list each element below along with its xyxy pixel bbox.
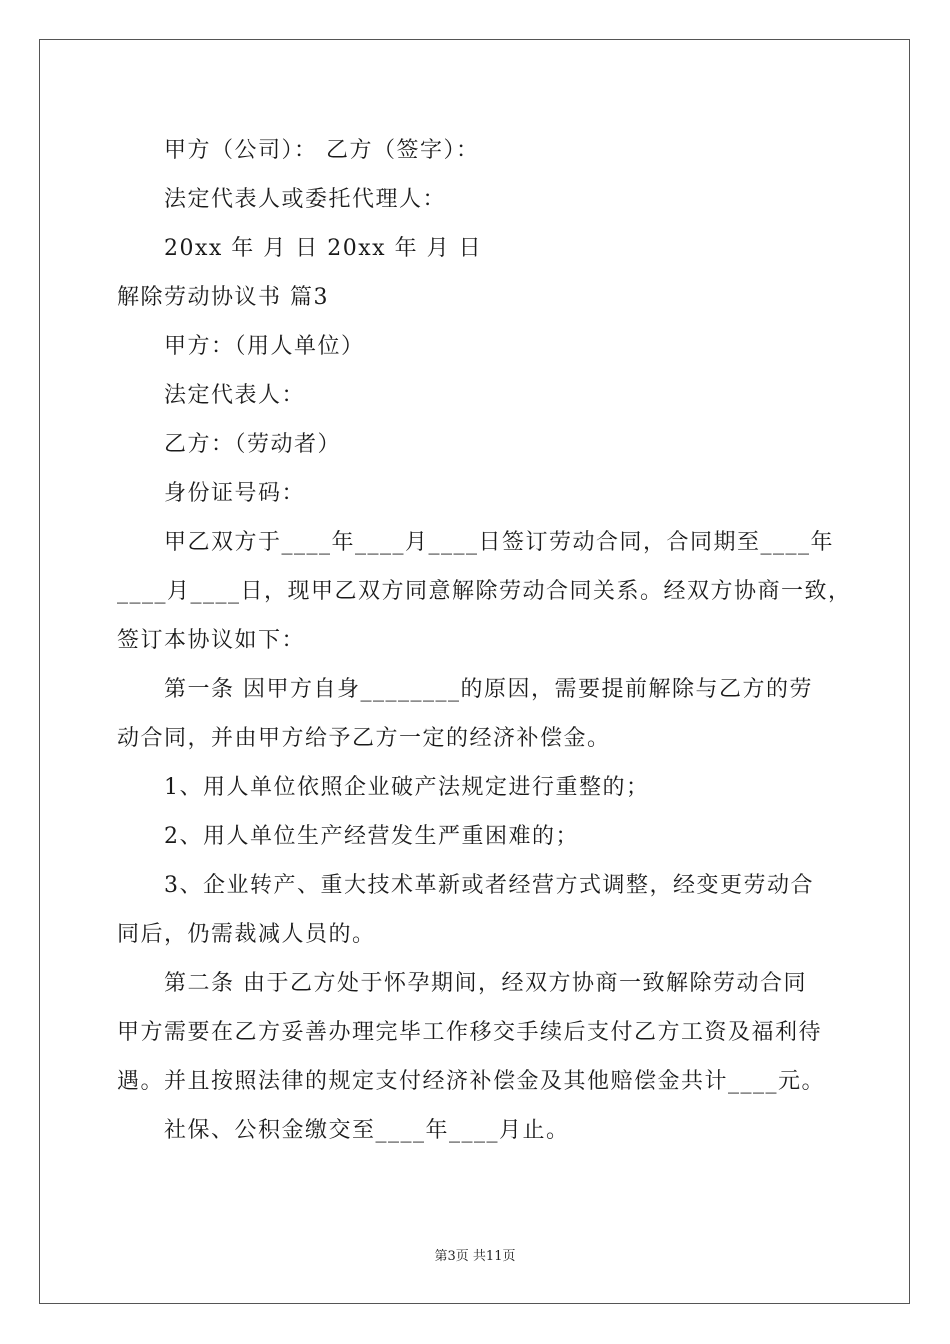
- article-two-line: 遇。并且按照法律的规定支付经济补偿金及其他赔偿金共计____元。: [117, 1069, 826, 1094]
- signature-line-parties: 甲方（公司）： 乙方（签字）：: [164, 138, 480, 163]
- list-item: 2、用人单位生产经营发生严重困难的；: [164, 824, 579, 849]
- legal-representative-line: 法定代表人：: [164, 383, 306, 408]
- party-b-line: 乙方：（劳动者）: [164, 432, 342, 457]
- section-heading: 解除劳动协议书 篇3: [117, 285, 329, 310]
- signature-line-dates: 20xx 年 月 日 20xx 年 月 日: [164, 236, 483, 261]
- paragraph-line: 甲乙双方于____年____月____日签订劳动合同，合同期至____年: [164, 530, 835, 555]
- paragraph-line: 签订本协议如下：: [117, 628, 306, 653]
- document-body: [117, 126, 852, 1155]
- page-number: 第3页 共11页: [434, 1249, 516, 1264]
- signature-line-representative: 法定代表人或委托代理人：: [164, 187, 447, 212]
- paragraph-line: ____月____日，现甲乙双方同意解除劳动合同关系。经双方协商一致，: [117, 579, 852, 604]
- article-one-line: 动合同，并由甲方给予乙方一定的经济补偿金。: [117, 726, 611, 751]
- list-item: 同后，仍需裁减人员的。: [117, 922, 376, 947]
- social-insurance-line: 社保、公积金缴交至____年____月止。: [164, 1118, 570, 1143]
- article-two-line: 甲方需要在乙方妥善办理完毕工作移交手续后支付乙方工资及福利待: [117, 1020, 823, 1045]
- article-two-line: 第二条 由于乙方处于怀孕期间，经双方协商一致解除劳动合同: [164, 971, 807, 996]
- id-number-line: 身份证号码：: [164, 481, 306, 506]
- list-item: 1、用人单位依照企业破产法规定进行重整的；: [164, 775, 650, 800]
- party-a-line: 甲方：（用人单位）: [164, 334, 365, 359]
- article-one-line: 第一条 因甲方自身________的原因，需要提前解除与乙方的劳: [164, 677, 813, 702]
- list-item: 3、企业转产、重大技术革新或者经营方式调整，经变更劳动合: [164, 873, 814, 898]
